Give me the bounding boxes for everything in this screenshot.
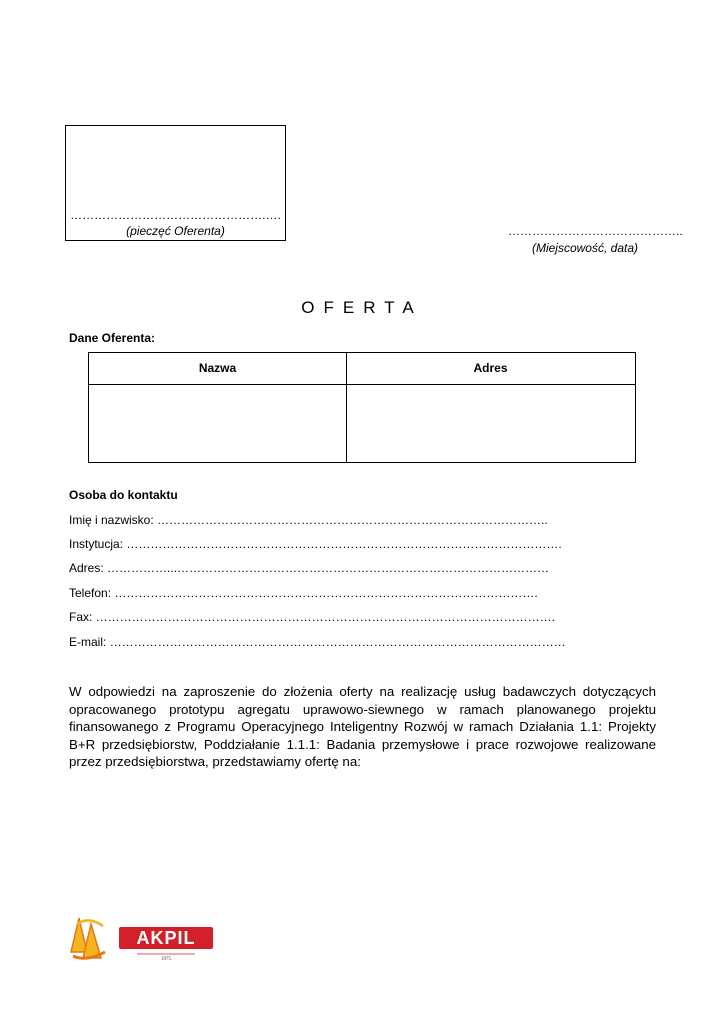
stamp-caption: (pieczęć Oferenta) (126, 224, 225, 238)
contact-field-phone[interactable] (69, 586, 538, 600)
contact-field-fax[interactable] (69, 610, 555, 624)
table-header-nazwa: Nazwa (198, 361, 237, 375)
logo-year: 1975 (161, 957, 171, 962)
field-value: ……………………………………………………………………………………………………. (92, 610, 556, 624)
offeror-heading: Dane Oferenta: (69, 331, 156, 345)
field-value: ……………………………………………………………………………………………. (111, 586, 538, 600)
table-header-adres: Adres (473, 361, 508, 375)
table-cell-nazwa[interactable] (89, 385, 346, 462)
akpil-emblem-icon (71, 918, 105, 958)
place-date-dotted-line: …………………………………….. (508, 224, 683, 238)
intro-paragraph: W odpowiedzi na zaproszenie do złożenia oferty na realizację usług badawczych dotyczących opracowanego prototypu agregatu uprawowo-siewnego w ramach planowanego projektu finansowanego z Programu Operacyjnego Inteligentny Rozwój w ramach Działania 1.1: Projekty B+R przedsiębiorstw, Poddziałanie 1.1.1: Badania przemysłowe i prace rozwojowe realizowane przez przedsiębiorstwa, przedstawiamy ofertę na: (69, 684, 656, 769)
field-label: E-mail: (69, 635, 107, 649)
field-label: Telefon: (69, 586, 112, 600)
stamp-dotted-line: ………………………………………….…. (70, 208, 281, 222)
field-label: Adres: (69, 561, 104, 575)
page-title: OFERTA (301, 298, 423, 317)
offeror-table (88, 352, 636, 463)
table-cell-adres[interactable] (347, 385, 635, 462)
logo-wordmark: AKPIL (136, 928, 196, 948)
stamp-box (65, 125, 286, 241)
place-date-caption: (Miejscowość, data) (531, 241, 638, 255)
contact-heading: Osoba do kontaktu (69, 488, 178, 502)
contact-field-institution[interactable] (69, 537, 562, 551)
company-logo (67, 912, 217, 964)
contact-field-address[interactable] (69, 561, 549, 575)
field-label: Fax: (69, 610, 93, 624)
field-label: Instytucja: (69, 537, 124, 551)
field-value: ………………………………………………………………………………………………. (123, 537, 562, 551)
contact-field-name[interactable] (69, 513, 548, 527)
contact-field-email[interactable] (69, 635, 566, 649)
field-value: ……………...………………………………………………………………………………… (103, 561, 550, 575)
field-value: …………………………………………………………………………………………………… (106, 635, 566, 649)
field-value: …………………………………………………………………………………….. (153, 513, 548, 527)
field-label: Imię i nazwisko: (69, 513, 154, 527)
